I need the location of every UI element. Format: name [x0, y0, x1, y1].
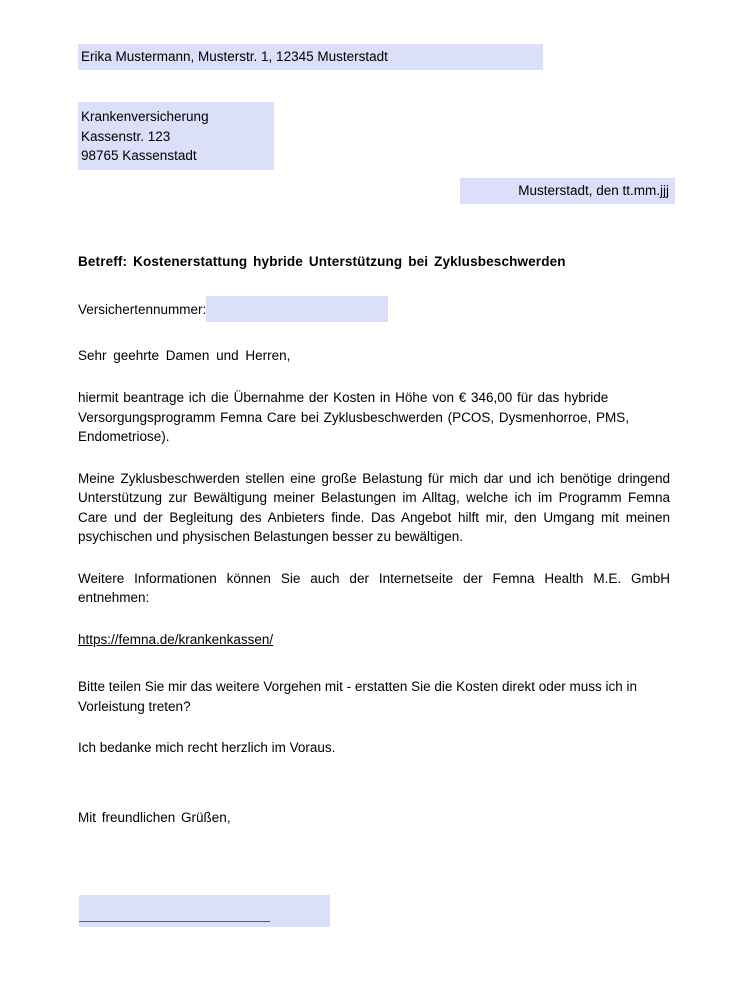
- signature-line: [79, 921, 270, 922]
- recipient-name: Krankenversicherung: [81, 109, 209, 124]
- paragraph-justification: Meine Zyklusbeschwerden stellen eine große Belastung für mich dar und ich benötige dringend Unterstützung zur Bewältigung meiner Belastungen im Alltag, welche ich im Programm Femna Care und der Begleitung des Anbieters finde. Das Angebot hilft mir, den Umgang mit meinen psychischen und physischen Belastungen besser zu bewältigen.: [78, 470, 670, 544]
- paragraph-thanks: Ich bedanke mich recht herzlich im Voraus.: [78, 740, 336, 755]
- signature-field[interactable]: [79, 895, 330, 927]
- paragraph-next-steps: Bitte teilen Sie mir das weitere Vorgehen mit - erstatten Sie die Kosten direkt oder muss ich in Vorleistung treten?: [78, 679, 638, 714]
- paragraph-request: hiermit beantrage ich die Übernahme der Kosten in Höhe von € 346,00 für das hybride Versorgungsprogramm Femna Care bei Zyklusbeschwerden (PCOS, Dysmenhorroe, PMS, Endometriose).: [78, 390, 629, 444]
- recipient-address-block: [78, 102, 274, 170]
- recipient-city: 98765 Kassenstadt: [81, 148, 197, 163]
- subject-line: Betreff: Kostenerstattung hybride Unterstützung bei Zyklusbeschwerden: [78, 254, 566, 269]
- closing-greeting: Mit freundlichen Grüßen,: [78, 810, 231, 825]
- insurance-number-label: Versichertennummer:: [78, 301, 207, 317]
- link-paragraph: [78, 630, 670, 650]
- insurance-number-row: [78, 296, 670, 322]
- greeting-wrapper: [78, 808, 231, 828]
- femna-website-link[interactable]: https://femna.de/krankenkassen/: [78, 631, 274, 647]
- salutation: Sehr geehrte Damen und Herren,: [78, 347, 291, 363]
- paragraph-more-info: Weitere Informationen können Sie auch der Internetseite der Femna Health M.E. GmbH entnehmen:: [78, 570, 670, 605]
- date-line: Musterstadt, den tt.mm.jjj: [460, 178, 675, 204]
- letter-body: [78, 252, 670, 780]
- insurance-number-input[interactable]: [206, 296, 388, 322]
- recipient-street: Kassenstr. 123: [81, 128, 171, 144]
- sender-address-line: Erika Mustermann, Musterstr. 1, 12345 Musterstadt: [78, 44, 543, 70]
